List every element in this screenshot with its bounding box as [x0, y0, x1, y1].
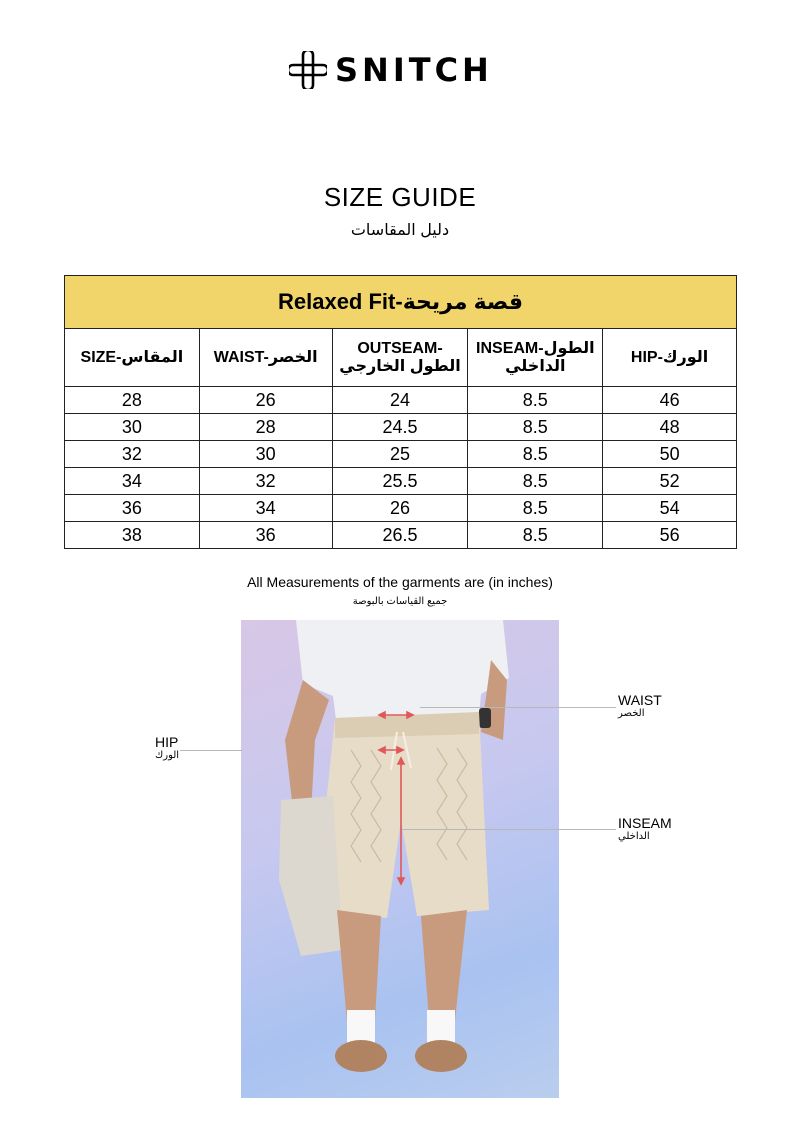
table-row	[65, 414, 737, 441]
hip-callout	[155, 734, 179, 761]
table-cell: 56	[603, 522, 737, 549]
table-cell: 54	[603, 495, 737, 522]
table-cell: 24.5	[332, 414, 468, 441]
table-cell: 38	[65, 522, 200, 549]
table-cell: 26	[199, 387, 332, 414]
waist-callout	[618, 692, 662, 719]
table-cell: 26.5	[332, 522, 468, 549]
table-cell: 34	[65, 468, 200, 495]
size-table	[64, 275, 737, 549]
column-header: SIZE-المقاس	[65, 329, 200, 387]
column-header: WAIST-الخصر	[199, 329, 332, 387]
table-cell: 46	[603, 387, 737, 414]
table-cell: 8.5	[468, 522, 603, 549]
hip-leader-line	[180, 750, 242, 751]
table-cell: 8.5	[468, 441, 603, 468]
waist-label-arabic: الخصر	[618, 708, 645, 719]
table-cell: 32	[199, 468, 332, 495]
table-row	[65, 441, 737, 468]
waist-leader-line	[420, 707, 616, 708]
brand-name: SNITCH	[335, 51, 493, 89]
table-cell: 36	[65, 495, 200, 522]
inseam-leader-line	[402, 829, 616, 830]
table-cell: 28	[65, 387, 200, 414]
snitch-logo-icon	[289, 51, 327, 89]
table-row	[65, 468, 737, 495]
hip-label-arabic: الورك	[155, 750, 180, 761]
table-cell: 30	[65, 414, 200, 441]
table-cell: 30	[199, 441, 332, 468]
fit-label: Relaxed Fit-قصة مريحة	[65, 276, 737, 329]
table-cell: 25.5	[332, 468, 468, 495]
table-cell: 50	[603, 441, 737, 468]
inseam-callout	[618, 815, 672, 842]
page-title: SIZE GUIDE	[323, 182, 477, 212]
table-cell: 8.5	[468, 495, 603, 522]
brand-logo	[289, 50, 493, 90]
table-cell: 52	[603, 468, 737, 495]
product-photo	[241, 620, 559, 1098]
table-cell: 26	[332, 495, 468, 522]
table-cell: 25	[332, 441, 468, 468]
table-row	[65, 387, 737, 414]
inseam-label: INSEAM	[618, 815, 672, 831]
table-cell: 24	[332, 387, 468, 414]
column-header: INSEAM-الطول الداخلي	[468, 329, 603, 387]
column-header: HIP-الورك	[603, 329, 737, 387]
table-cell: 48	[603, 414, 737, 441]
table-cell: 8.5	[468, 468, 603, 495]
table-cell: 34	[199, 495, 332, 522]
column-header: OUTSEAM- الطول الخارجي	[332, 329, 468, 387]
measurement-note: All Measurements of the garments are (in inches)	[247, 574, 553, 590]
table-cell: 8.5	[468, 387, 603, 414]
hip-label: HIP	[155, 734, 179, 750]
table-cell: 8.5	[468, 414, 603, 441]
table-row	[65, 495, 737, 522]
table-row	[65, 522, 737, 549]
waist-label: WAIST	[618, 692, 662, 708]
table-cell: 28	[199, 414, 332, 441]
table-cell: 32	[65, 441, 200, 468]
inseam-label-arabic: الداخلي	[618, 831, 650, 842]
table-cell: 36	[199, 522, 332, 549]
measurement-note-arabic: جميع القياسات بالبوصة	[352, 596, 448, 607]
page-title-arabic: دليل المقاسات	[350, 222, 450, 239]
